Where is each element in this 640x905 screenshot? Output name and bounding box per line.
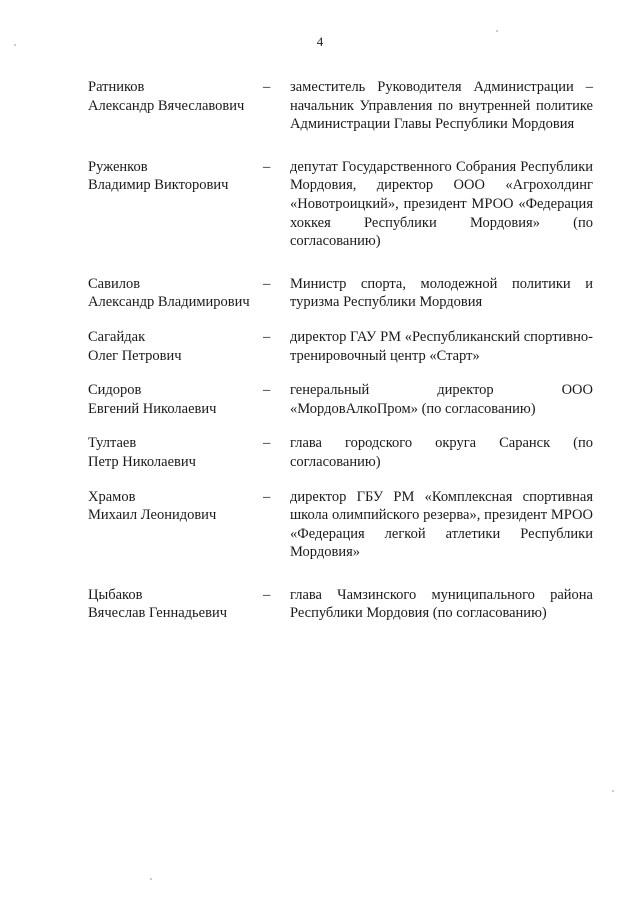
list-item — [88, 78, 593, 134]
member-surname: Ратников — [88, 79, 145, 95]
member-name — [88, 78, 263, 115]
page-number: 4 — [316, 34, 324, 49]
member-given-names: Олег Петрович — [88, 347, 182, 364]
member-name — [88, 381, 263, 418]
member-name — [88, 275, 263, 312]
member-surname: Сидоров — [88, 382, 142, 399]
member-name — [88, 328, 263, 365]
member-name — [88, 158, 263, 195]
scan-speck — [14, 44, 16, 46]
member-name — [88, 434, 263, 471]
dash-separator: – — [263, 488, 271, 505]
member-role: глава городского округа Саранск (по согласованию) — [290, 435, 593, 470]
dash-separator: – — [263, 586, 271, 603]
member-surname: Тултаев — [88, 435, 137, 452]
member-name — [88, 488, 263, 525]
member-role: заместитель Руководителя Администрации – начальник Управления по внутренней политике Администрации Главы Республики Мордовия — [290, 79, 593, 133]
member-given-names: Вячеслав Геннадьевич — [88, 605, 228, 622]
member-given-names: Михаил Леонидович — [88, 507, 217, 524]
member-role: глава Чамзинского муниципального района Республики Мордовия (по согласованию) — [290, 586, 593, 622]
list-item — [88, 381, 593, 418]
member-role: директор ГБУ РМ «Комплексная спортивная школа олимпийского резерва», президент МРОО «Федерация легкой атлетики Республики Мордовия» — [290, 488, 593, 561]
member-given-names: Александр Владимирович — [88, 294, 250, 311]
member-given-names: Александр Вячеславович — [88, 97, 245, 114]
dash-separator: – — [263, 328, 271, 345]
member-role: директор ГАУ РМ «Республиканский спортивно-тренировочный центр «Старт» — [290, 328, 593, 364]
list-item — [88, 275, 593, 312]
member-surname: Цыбаков — [88, 586, 143, 603]
member-surname: Савилов — [88, 275, 141, 292]
member-role: генеральный директор ООО «МордовАлкоПром» (по согласованию) — [290, 382, 593, 417]
member-role: депутат Государственного Собрания Республики Мордовия, директор ООО «Агрохолдинг «Новотроицкий», президент МРОО «Федерация хоккея Республики Мордовия» (по согласованию) — [290, 158, 593, 250]
member-role: Министр спорта, молодежной политики и туризма Республики Мордовия — [290, 275, 593, 311]
scan-speck — [496, 30, 498, 32]
list-item — [88, 488, 593, 562]
member-given-names: Владимир Викторович — [88, 177, 229, 194]
list-item — [88, 158, 593, 251]
member-name — [88, 586, 263, 623]
member-given-names: Евгений Николаевич — [88, 400, 217, 417]
member-surname: Руженков — [88, 158, 148, 175]
list-item — [88, 586, 593, 623]
list-item — [88, 328, 593, 365]
dash-separator: – — [263, 79, 271, 95]
member-surname: Храмов — [88, 488, 136, 505]
dash-separator: – — [263, 435, 271, 452]
member-list — [88, 78, 593, 623]
dash-separator: – — [263, 382, 271, 399]
scan-speck — [612, 790, 614, 792]
dash-separator: – — [263, 275, 271, 292]
dash-separator: – — [263, 158, 271, 175]
member-surname: Сагайдак — [88, 328, 146, 345]
scan-speck — [150, 878, 152, 880]
list-item — [88, 434, 593, 471]
member-given-names: Петр Николаевич — [88, 453, 196, 470]
